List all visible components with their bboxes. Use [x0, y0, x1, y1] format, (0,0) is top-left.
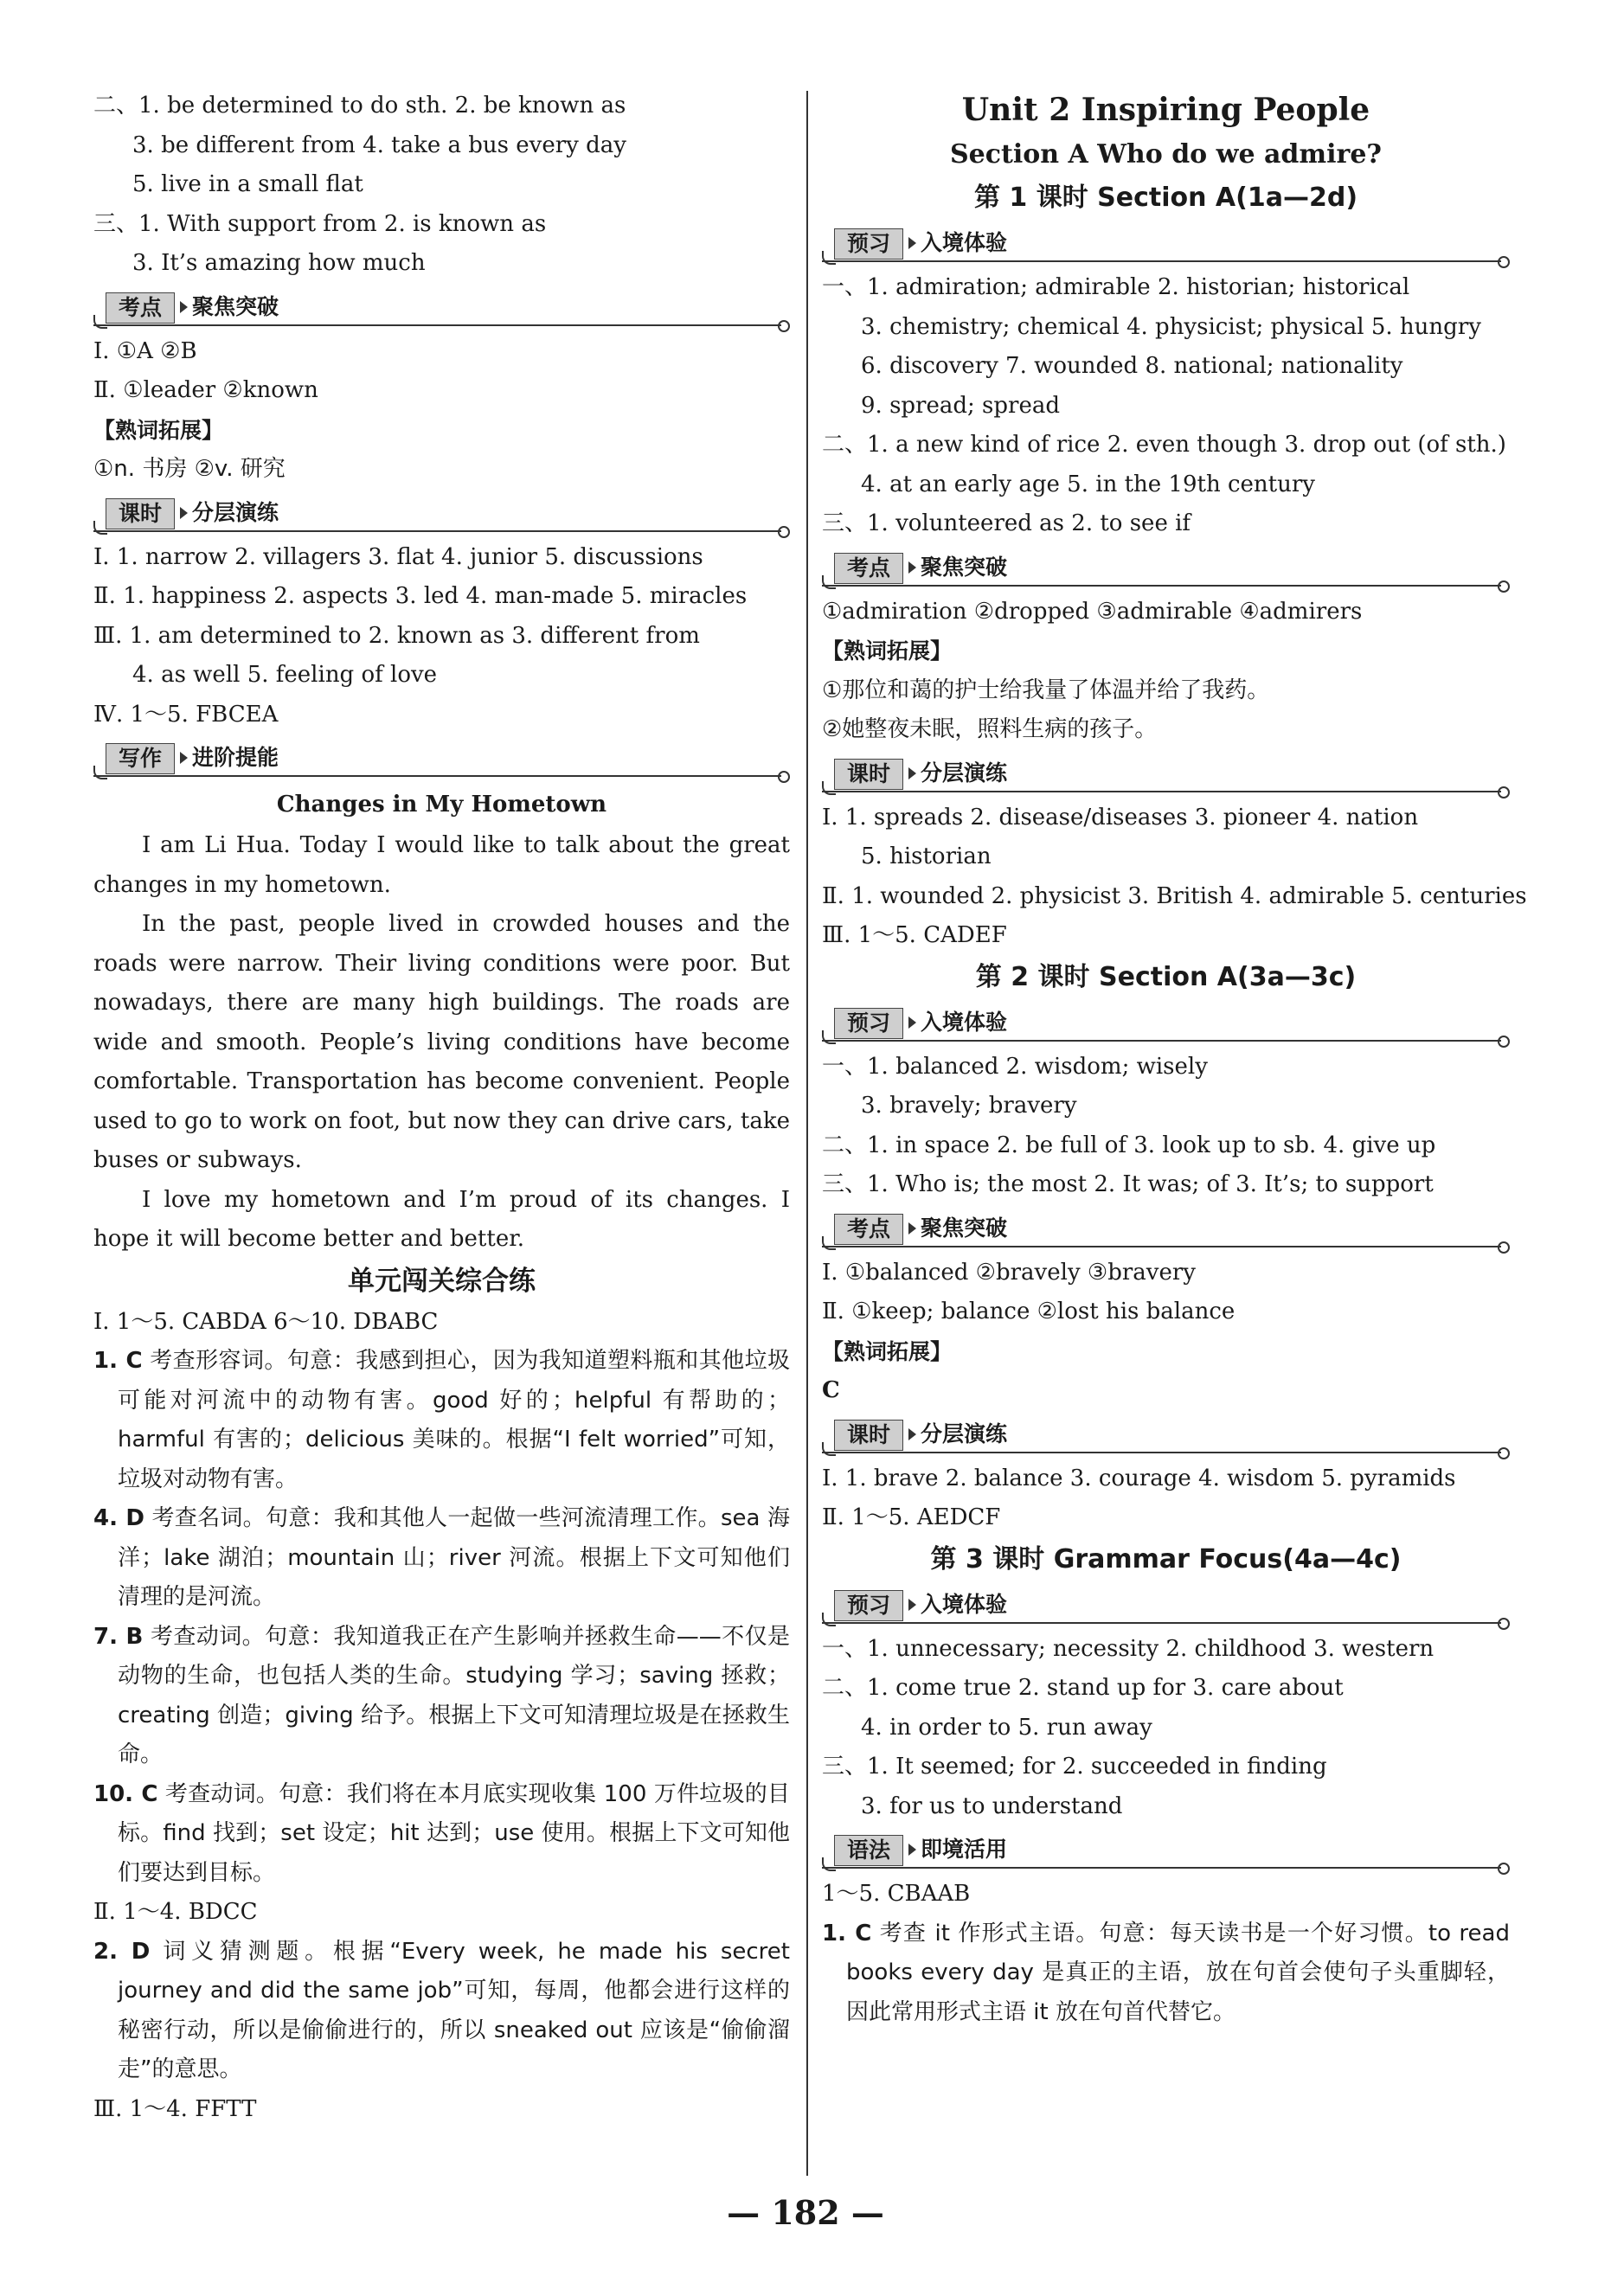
section-header-keshi — [93, 490, 790, 538]
answer-line: C — [822, 1377, 840, 1403]
answer-line: 4. as well 5. feeling of love — [132, 662, 438, 688]
section-tag: 预习 — [834, 1008, 903, 1039]
answer-line: 一、1. admiration; admirable 2. historian; historical — [822, 274, 1410, 300]
answer-line: Ⅲ. 1～4. FFTT — [93, 2095, 257, 2122]
answer-line: 三、1. Who is; the most 2. It was; of 3. It’s; to support — [822, 1171, 1434, 1197]
section-header-yuxi — [822, 1581, 1510, 1630]
answer-line: 4. at an early age 5. in the 19th century — [861, 471, 1315, 497]
section-tag: 考点 — [834, 553, 903, 584]
answer-line: 三、1. volunteered as 2. to see if — [822, 510, 1191, 536]
section-subtitle: 聚焦突破 — [921, 1215, 1008, 1241]
section-subtitle: 分层演练 — [921, 760, 1008, 786]
section-header-xiezuo — [93, 734, 790, 783]
answer-line: Ⅰ. ①A ②B — [93, 337, 197, 364]
section-subtitle: 入境体验 — [921, 230, 1008, 255]
answer-line: Ⅰ. 1. spreads 2. disease/diseases 3. pioneer 4. nation — [822, 804, 1419, 831]
answer-line: 5. live in a small flat — [132, 171, 363, 197]
explanation-item: 2. D 词义猜测题。根据“Every week, he made his secret journey and did the same job”可知，每周，他都会进行这样的秘密行动，所以是偷偷进行的，所以 sneaked out 应该是“偷偷溜走”的意思。 — [93, 1938, 790, 2082]
section-subtitle: 即境活用 — [921, 1837, 1008, 1862]
section-header-kaodian — [822, 1205, 1510, 1254]
answer-line: 二、1. in space 2. be full of 3. look up to sb. 4. give up — [822, 1132, 1436, 1158]
answer-line: 9. spread; spread — [861, 392, 1060, 419]
explanation-item: 10. C 考查动词。句意：我们将在本月底实现收集 100 万件垃圾的目标。find 找到；set 设定；hit 达到；use 使用。根据上下文可知他们要达到目标。 — [93, 1780, 790, 1886]
answer-line: Ⅱ. ①leader ②known — [93, 377, 318, 403]
answer-line: 三、1. It seemed; for 2. succeeded in finding — [822, 1754, 1327, 1780]
answer-line: 4. in order to 5. run away — [861, 1714, 1152, 1741]
column-divider — [806, 91, 808, 2176]
lesson-title: 第 3 课时 Grammar Focus(4a—4c) — [930, 1543, 1402, 1574]
answer-line: 3. It’s amazing how much — [132, 250, 426, 276]
section-header-keshi — [822, 1411, 1510, 1459]
explanation-item: 1. C 考查 it 作形式主语。句意：每天读书是一个好习惯。to read books every day 是真正的主语，放在句首会使句子头重脚轻，因此常用形式主语 it 放在句首代替它。 — [822, 1920, 1510, 2025]
answer-line: Ⅰ. 1. narrow 2. villagers 3. flat 4. junior 5. discussions — [93, 543, 703, 570]
section-title: Section A Who do we admire? — [949, 139, 1383, 170]
lesson-title: 第 1 课时 Section A(1a—2d) — [973, 183, 1358, 213]
answer-line: Ⅱ. 1. happiness 2. aspects 3. led 4. man-made 5. miracles — [93, 583, 748, 609]
right-column — [822, 87, 1527, 2032]
section-header-kaodian — [93, 284, 790, 332]
essay-title: Changes in My Hometown — [276, 792, 607, 818]
section-tag: 预习 — [834, 1590, 903, 1621]
section-tag: 写作 — [106, 743, 175, 774]
section-tag: 考点 — [106, 292, 175, 324]
answer-line: Ⅰ. 1. brave 2. balance 3. courage 4. wisdom 5. pyramids — [822, 1465, 1456, 1491]
section-subtitle: 入境体验 — [921, 1591, 1008, 1617]
unit-review-title: 单元闯关综合练 — [348, 1265, 536, 1297]
answer-line: Ⅱ. 1～4. BDCC — [93, 1899, 258, 1925]
section-header-keshi — [822, 750, 1510, 798]
answer-line: Ⅳ. 1～5. FBCEA — [93, 701, 279, 728]
answer-line: ①n. 书房 ②v. 研究 — [93, 456, 286, 482]
answer-line: 三、1. With support from 2. is known as — [93, 210, 547, 237]
answer-line: Ⅰ. ①balanced ②bravely ③bravery — [822, 1259, 1196, 1286]
left-column — [93, 87, 790, 2129]
bracket-heading: 【熟词拓展】 — [822, 638, 953, 664]
answer-line: ②她整夜未眠，照料生病的孩子。 — [822, 716, 1158, 742]
answer-line: ①那位和蔼的护士给我量了体温并给了我药。 — [822, 677, 1270, 703]
section-subtitle: 聚焦突破 — [921, 554, 1008, 580]
answer-line: Ⅱ. 1. wounded 2. physicist 3. British 4. admirable 5. centuries — [822, 882, 1527, 909]
answer-line: Ⅲ. 1～5. CADEF — [822, 922, 1007, 948]
section-header-yuxi — [822, 999, 1510, 1048]
lesson-title: 第 2 课时 Section A(3a—3c) — [975, 961, 1357, 992]
section-subtitle: 分层演练 — [921, 1421, 1008, 1446]
answer-line: 二、1. be determined to do sth. 2. be known as — [93, 93, 626, 119]
essay-paragraph: I love my hometown and I’m proud of its changes. I hope it will become better and better. — [93, 1186, 790, 1252]
section-header-yufa — [822, 1826, 1510, 1875]
section-tag: 课时 — [106, 498, 175, 529]
answer-line: Ⅰ. 1～5. CABDA 6～10. DBABC — [93, 1308, 439, 1335]
answer-line: 5. historian — [861, 843, 992, 869]
bracket-heading: 【熟词拓展】 — [93, 417, 224, 443]
section-subtitle: 进阶提能 — [192, 745, 279, 770]
section-subtitle: 聚焦突破 — [192, 293, 279, 319]
answer-line: 二、1. a new kind of rice 2. even though 3. drop out (of sth.) — [822, 432, 1506, 458]
section-subtitle: 入境体验 — [921, 1009, 1008, 1035]
page-number: — 182 — — [727, 2193, 884, 2232]
bracket-heading: 【熟词拓展】 — [822, 1338, 953, 1364]
section-tag: 课时 — [834, 759, 903, 790]
answer-line: 二、1. come true 2. stand up for 3. care about — [822, 1675, 1344, 1701]
answer-line: 3. for us to understand — [861, 1793, 1123, 1819]
section-header-kaodian — [822, 544, 1510, 593]
answer-line: 1～5. CBAAB — [822, 1881, 971, 1907]
answer-line: 一、1. unnecessary; necessity 2. childhood 3. western — [822, 1635, 1434, 1662]
answer-line: Ⅱ. ①keep; balance ②lost his balance — [822, 1299, 1236, 1324]
section-subtitle: 分层演练 — [192, 499, 279, 525]
section-header-yuxi — [822, 220, 1510, 268]
answer-line: 6. discovery 7. wounded 8. national; nationality — [861, 353, 1403, 379]
section-tag: 预习 — [834, 228, 903, 260]
essay-paragraph: In the past, people lived in crowded houses and the roads were narrow. Their living conditions were poor. But nowadays, there are many high buildings. The roads are wide and smooth. People’s living conditions have become comfortable. Transportation has become convenient. People used to go to work on foot, but now they can drive cars, take buses or subways. — [93, 911, 790, 1173]
answer-line: ①admiration ②dropped ③admirable ④admirers — [822, 598, 1363, 625]
section-tag: 语法 — [834, 1835, 903, 1866]
answer-line: 一、1. balanced 2. wisdom; wisely — [822, 1053, 1208, 1080]
essay-paragraph: I am Li Hua. Today I would like to talk about the great changes in my hometown. — [93, 832, 790, 898]
unit-title: Unit 2 Inspiring People — [961, 92, 1370, 128]
answer-line: Ⅲ. 1. am determined to 2. known as 3. different from — [93, 622, 700, 649]
explanation-item: 7. B 考查动词。句意：我知道我正在产生影响并拯救生命——不仅是动物的生命，也包括人类的生命。studying 学习；saving 拯救；creating 创造；giving 给予。根据上下文可知清理垃圾是在拯救生命。 — [93, 1623, 790, 1767]
explanation-item: 4. D 考查名词。句意：我和其他人一起做一些河流清理工作。sea 海洋；lake 湖泊；mountain 山；river 河流。根据上下文可知他们清理的是河流。 — [93, 1505, 790, 1610]
section-tag: 考点 — [834, 1214, 903, 1245]
answer-line: 3. be different from 4. take a bus every day — [132, 131, 626, 158]
answer-line: 3. bravely; bravery — [861, 1093, 1077, 1119]
answer-line: Ⅱ. 1～5. AEDCF — [822, 1504, 1001, 1530]
explanation-item: 1. C 考查形容词。句意：我感到担心，因为我知道塑料瓶和其他垃圾可能对河流中的动物有害。good 好的；helpful 有帮助的；harmful 有害的；delicious 美味的。根据“I felt worried”可知，垃圾对动物有害。 — [93, 1348, 791, 1492]
answer-line: 3. chemistry; chemical 4. physicist; physical 5. hungry — [861, 313, 1481, 340]
section-tag: 课时 — [834, 1420, 903, 1451]
